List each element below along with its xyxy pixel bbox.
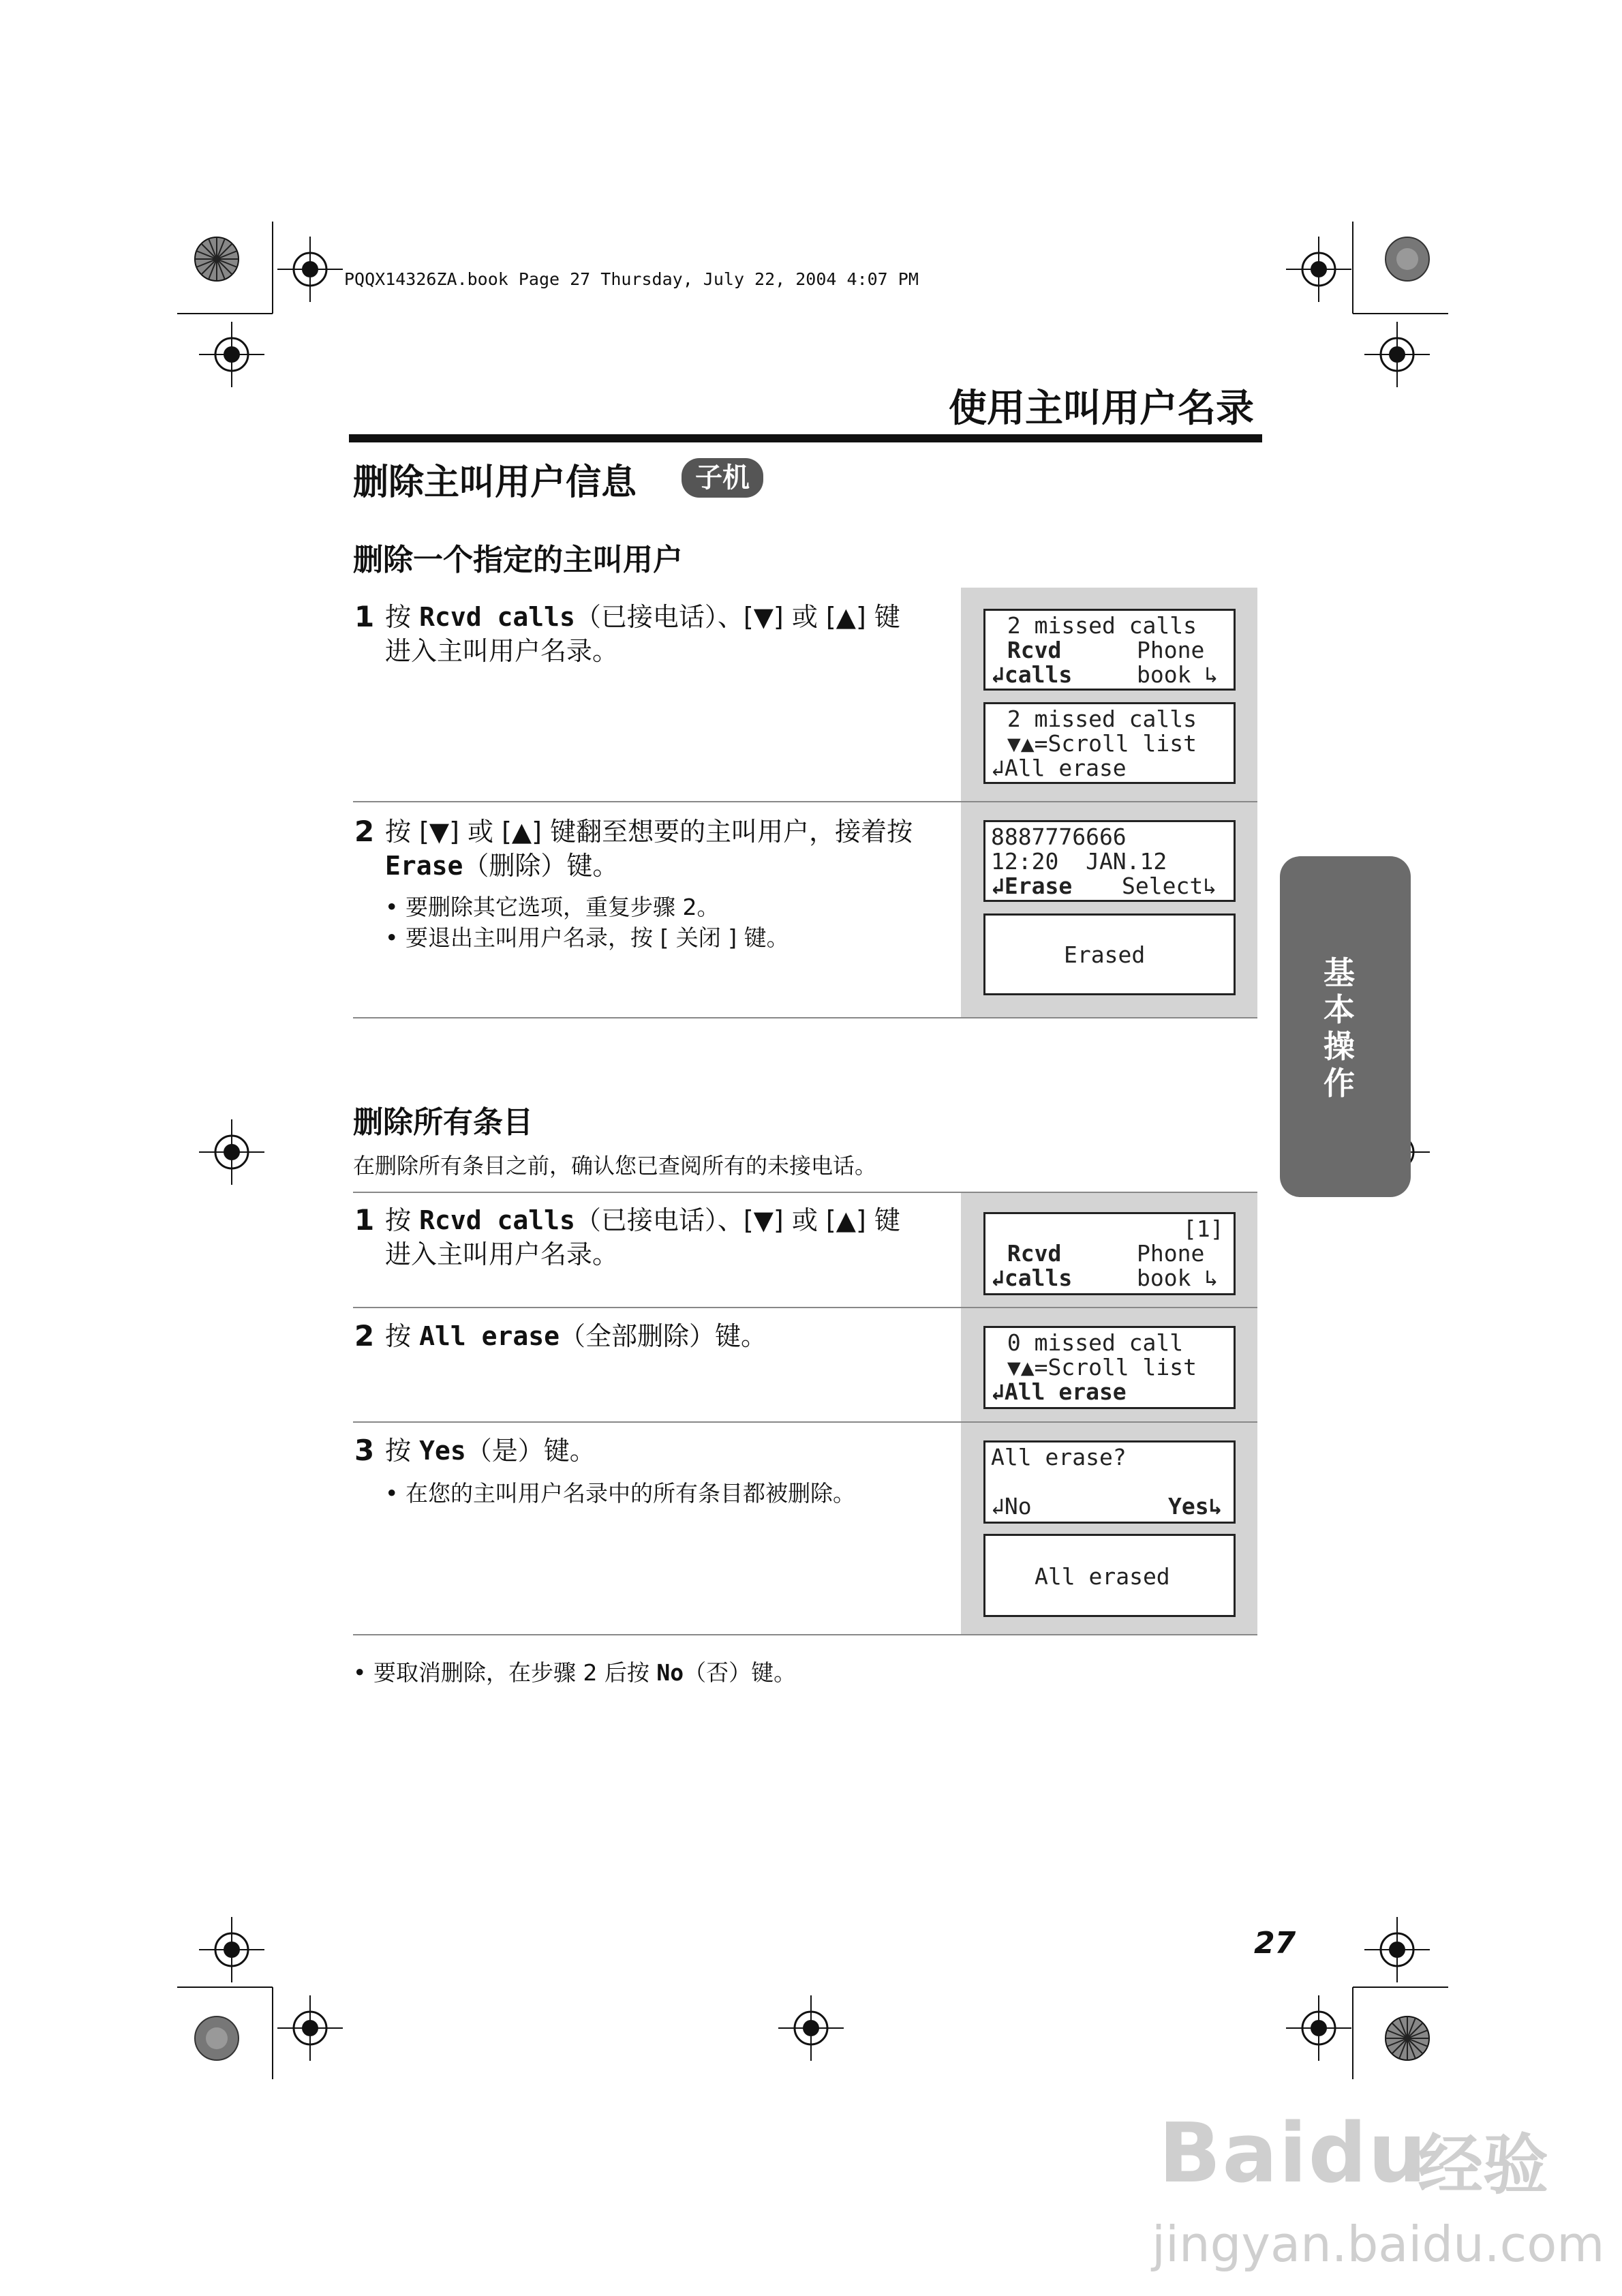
step-instruction: 按 All erase（全部删除）键。 xyxy=(385,1321,767,1351)
watermark-logo-text: 经验 xyxy=(1418,2127,1548,2203)
section1-title: 删除一个指定的主叫用户 xyxy=(353,543,683,577)
step-number: 3 xyxy=(354,1434,375,1467)
footnote: • 要取消删除，在步骤 2 后按 No（否）键。 xyxy=(353,1659,797,1686)
all-erase-key: All erase xyxy=(419,1321,560,1351)
step-divider xyxy=(353,1017,1257,1018)
lcd-display: 2 missed calls Rcvd Phone ↲calls book ↳ xyxy=(983,609,1236,691)
step-instruction: 按 Rcvd calls（已接电话）、[▼] 或 [▲] 键 进入主叫用户名录。 xyxy=(385,602,900,666)
starburst-mark-icon xyxy=(1386,2016,1429,2060)
step-divider xyxy=(353,1307,1257,1308)
registration-target-icon xyxy=(1364,322,1430,387)
step-number: 1 xyxy=(354,1203,375,1237)
step-divider xyxy=(353,801,1257,802)
no-key: No xyxy=(656,1659,684,1686)
watermark-url: jingyan.baidu.com xyxy=(1152,2216,1605,2273)
step-instruction: 按 Yes（是）键。 xyxy=(385,1436,596,1466)
section2-intro: 在删除所有条目之前，确认您已查阅所有的未接电话。 xyxy=(353,1153,877,1179)
handset-badge: 子机 xyxy=(682,458,763,498)
registration-target-icon xyxy=(778,1995,844,2061)
step-divider xyxy=(353,1421,1257,1423)
lcd-display: 8887776666 12:20 JAN.12 ↲Erase Select↳ xyxy=(983,820,1236,902)
step-instruction: 按 [▼] 或 [▲] 键翻至想要的主叫用户，接着按 Erase（删除）键。 xyxy=(385,817,913,881)
registration-target-icon xyxy=(1364,1917,1430,1982)
registration-target-icon xyxy=(199,1917,264,1982)
header-rule xyxy=(349,434,1262,442)
registration-target-icon xyxy=(277,1995,343,2061)
bullet-note: • 要删除其它选项，重复步骤 2。 xyxy=(385,894,720,920)
step-divider xyxy=(353,1634,1257,1635)
gray-ball-mark-icon xyxy=(195,2016,239,2060)
lcd-display: All erase? ↲No Yes↳ xyxy=(983,1440,1236,1524)
registration-target-icon xyxy=(277,237,343,302)
erase-key: Erase xyxy=(385,851,463,881)
watermark-logo: Baidu xyxy=(1159,2106,1428,2201)
lcd-display: Erased xyxy=(983,913,1236,995)
registration-target-icon xyxy=(1286,1995,1351,2061)
step-divider xyxy=(353,1192,1257,1193)
lcd-display: All erased xyxy=(983,1534,1236,1617)
bullet-note: • 要退出主叫用户名录，按 [ 关闭 ] 键。 xyxy=(385,924,789,951)
lcd-display: [1] Rcvd Phone ↲calls book ↳ xyxy=(983,1212,1236,1295)
side-tab-label: 基 本 操 作 xyxy=(1323,954,1355,1102)
yes-key: Yes xyxy=(419,1436,466,1466)
bullet-note: • 在您的主叫用户名录中的所有条目都被删除。 xyxy=(385,1480,855,1507)
rcvd-calls-key: Rcvd calls xyxy=(419,1205,575,1235)
rcvd-calls-key: Rcvd calls xyxy=(419,602,575,632)
starburst-mark-icon xyxy=(195,237,239,281)
book-info: PQQX14326ZA.book Page 27 Thursday, July 22, 2004 4:07 PM xyxy=(344,269,919,289)
section2-title: 删除所有条目 xyxy=(353,1105,533,1140)
registration-target-icon xyxy=(1286,237,1351,302)
step-number: 2 xyxy=(354,1319,375,1353)
registration-target-icon xyxy=(199,1119,264,1185)
page-title: 删除主叫用户信息 xyxy=(353,462,637,503)
step-number: 2 xyxy=(354,815,375,848)
step-number: 1 xyxy=(354,600,375,633)
step-instruction: 按 Rcvd calls（已接电话）、[▼] 或 [▲] 键 进入主叫用户名录。 xyxy=(385,1205,900,1269)
gray-ball-mark-icon xyxy=(1386,237,1429,281)
page-number: 27 xyxy=(1254,1926,1296,1961)
lcd-display: 2 missed calls ▼▲=Scroll list ↲All erase xyxy=(983,702,1236,784)
lcd-display: 0 missed call ▼▲=Scroll list ↲All erase xyxy=(983,1326,1236,1409)
section-header: 使用主叫用户名录 xyxy=(949,387,1254,431)
registration-target-icon xyxy=(199,322,264,387)
